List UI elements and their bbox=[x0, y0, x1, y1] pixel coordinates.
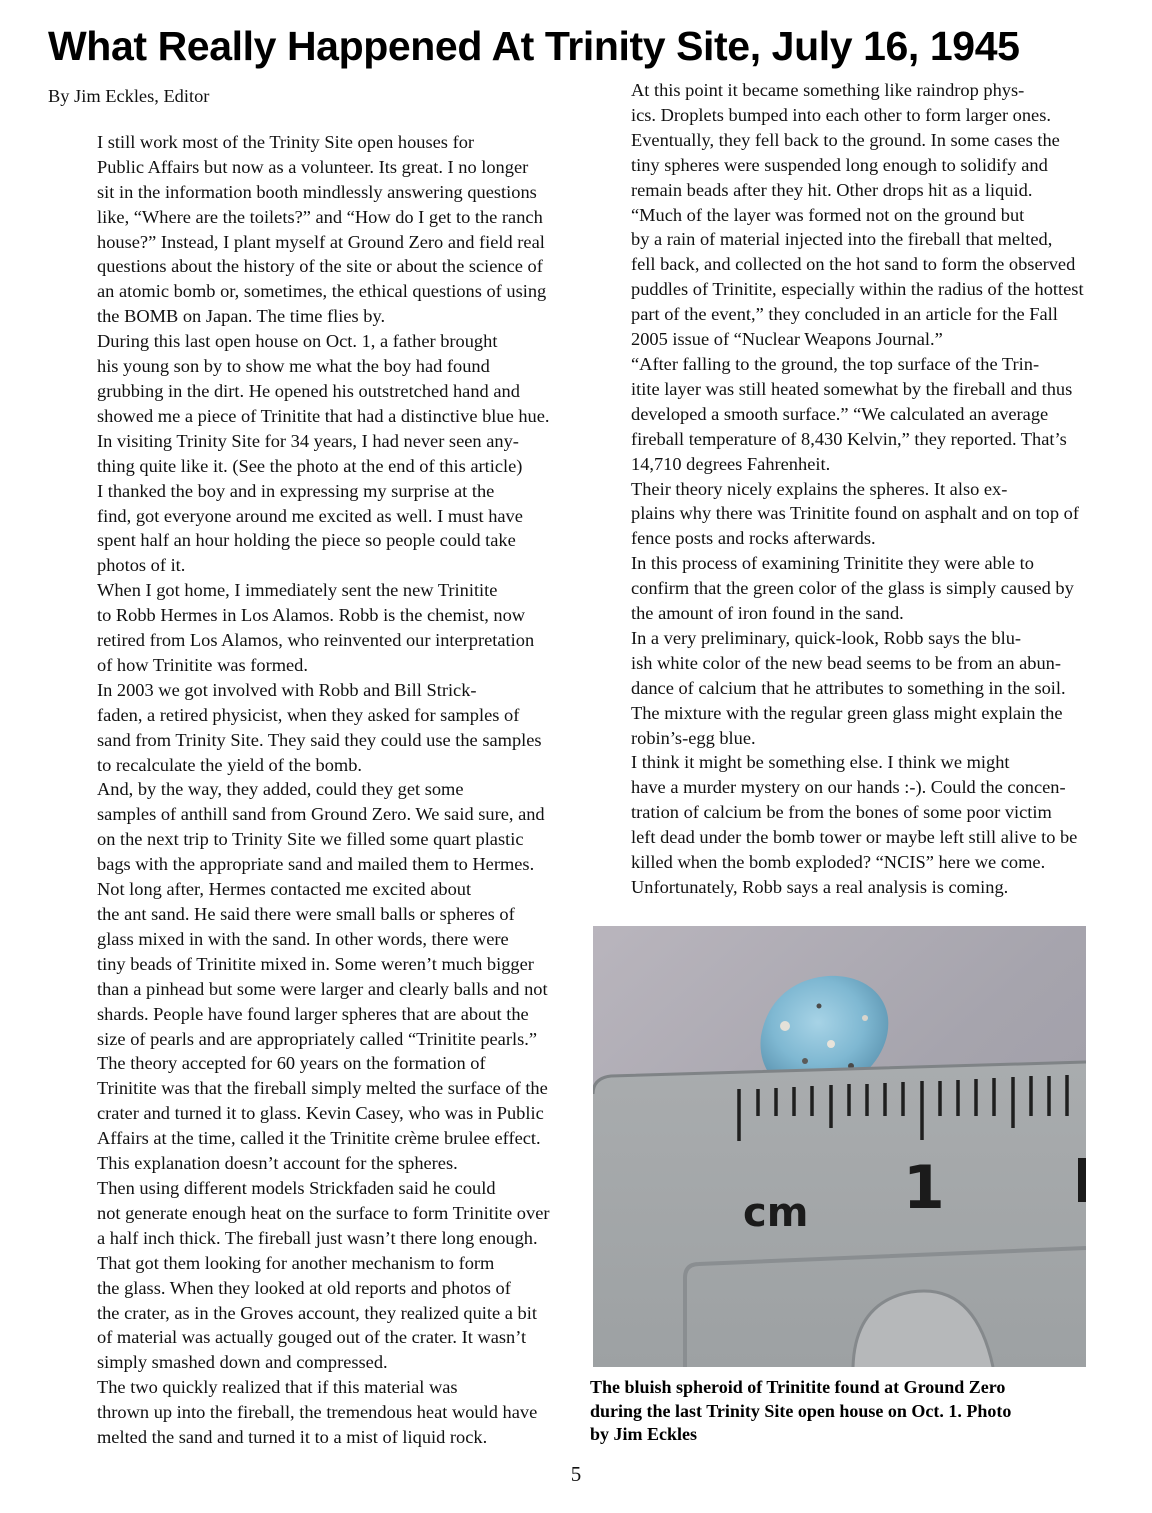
paragraph bbox=[48, 1251, 564, 1376]
text-line: 14,710 degrees Fahrenheit. bbox=[631, 453, 831, 474]
text-line: In this process of examining Trinitite they were able to bbox=[631, 553, 1034, 574]
paragraph bbox=[48, 1151, 564, 1176]
text-line: fireball temperature of 8,430 Kelvin,” they reported. That’s bbox=[631, 428, 1067, 449]
text-line: house?” Instead, I plant myself at Ground Zero and field real bbox=[97, 231, 545, 252]
text-line: shards. People have found larger spheres that are about the bbox=[97, 1003, 529, 1024]
text-line: Their theory nicely explains the spheres. It also ex- bbox=[631, 478, 1008, 499]
text-line: In visiting Trinity Site for 34 years, I had never seen any- bbox=[97, 430, 519, 451]
text-line: And, by the way, they added, could they get some bbox=[97, 779, 464, 800]
text-line: left dead under the bomb tower or maybe left still alive to be bbox=[631, 827, 1078, 848]
right-column bbox=[582, 78, 1104, 900]
text-line: The two quickly realized that if this material was bbox=[97, 1377, 458, 1398]
text-line: In a very preliminary, quick-look, Robb says the blu- bbox=[631, 627, 1022, 648]
ruler-number: 1 bbox=[903, 1153, 945, 1223]
text-line: Eventually, they fell back to the ground. In some cases the bbox=[631, 129, 1060, 150]
paragraph bbox=[582, 477, 1104, 552]
article-title: What Really Happened At Trinity Site, July 16, 1945 bbox=[48, 23, 1020, 69]
text-line: Then using different models Strickfaden said he could bbox=[97, 1177, 496, 1198]
text-line: have a murder mystery on our hands :-). Could the concen- bbox=[631, 777, 1066, 798]
text-line: showed me a piece of Trinitite that had a distinctive blue hue. bbox=[97, 405, 550, 426]
text-line: 2005 issue of “Nuclear Weapons Journal.” bbox=[631, 329, 943, 350]
text-line: simply smashed down and compressed. bbox=[97, 1352, 388, 1373]
text-line: ics. Droplets bumped into each other to form larger ones. bbox=[631, 104, 1051, 125]
text-line: grubbing in the dirt. He opened his outstretched hand and bbox=[97, 380, 520, 401]
text-line: plains why there was Trinitite found on asphalt and on top of bbox=[631, 503, 1079, 524]
text-line: tiny spheres were suspended long enough to solidify and bbox=[631, 154, 1048, 175]
text-line: Not long after, Hermes contacted me excited about bbox=[97, 879, 472, 900]
text-line: sit in the information booth mindlessly answering questions bbox=[97, 181, 537, 202]
text-line: questions about the history of the site or about the science of bbox=[97, 256, 543, 277]
text-line: In 2003 we got involved with Robb and Bill Strick- bbox=[97, 679, 477, 700]
paragraph bbox=[48, 1051, 564, 1151]
text-line: not generate enough heat on the surface to form Trinitite over bbox=[97, 1202, 550, 1223]
text-line: glass mixed in with the sand. In other words, there were bbox=[97, 928, 509, 949]
paragraph bbox=[582, 875, 1104, 900]
text-line: Affairs at the time, called it the Trinitite crème brulee effect. bbox=[97, 1128, 541, 1149]
text-line: thing quite like it. (See the photo at the end of this article) bbox=[97, 455, 523, 476]
caption-line: The bluish spheroid of Trinitite found at Ground Zero bbox=[590, 1377, 1006, 1397]
text-line: the glass. When they looked at old reports and photos of bbox=[97, 1277, 511, 1298]
paragraph bbox=[582, 750, 1104, 875]
paragraph bbox=[582, 78, 1104, 203]
paragraph bbox=[582, 352, 1104, 477]
paragraph bbox=[48, 1176, 564, 1251]
text-line: Unfortunately, Robb says a real analysis is coming. bbox=[631, 877, 1009, 897]
text-line: ish white color of the new bead seems to be from an abun- bbox=[631, 652, 1062, 673]
caption-line: by Jim Eckles bbox=[590, 1424, 698, 1444]
text-line: When I got home, I immediately sent the new Trinitite bbox=[97, 580, 498, 601]
text-line: I thanked the boy and in expressing my surprise at the bbox=[97, 480, 495, 501]
text-line: his young son by to show me what the boy had found bbox=[97, 356, 490, 377]
text-line: Public Affairs but now as a volunteer. Its great. I no longer bbox=[97, 156, 529, 177]
photo-caption bbox=[590, 1376, 1090, 1447]
text-line: size of pearls and are appropriately called “Trinitite pearls.” bbox=[97, 1028, 538, 1049]
text-line: I still work most of the Trinity Site open houses for bbox=[97, 131, 475, 152]
text-line: At this point it became something like raindrop phys- bbox=[631, 80, 1025, 100]
paragraph bbox=[48, 578, 564, 678]
paragraph bbox=[48, 678, 564, 778]
right-column-body bbox=[582, 78, 1104, 900]
text-line: remain beads after they hit. Other drops hit as a liquid. bbox=[631, 179, 1033, 200]
ruler-unit-label: cm bbox=[743, 1190, 809, 1236]
text-line: “After falling to the ground, the top surface of the Trin- bbox=[631, 353, 1040, 374]
text-line: a half inch thick. The fireball just wasn’t there long enough. bbox=[97, 1227, 538, 1248]
text-line: bags with the appropriate sand and mailed them to Hermes. bbox=[97, 854, 535, 875]
text-line: part of the event,” they concluded in an article for the Fall bbox=[631, 304, 1058, 325]
text-line: The theory accepted for 60 years on the formation of bbox=[97, 1053, 486, 1074]
paragraph bbox=[582, 203, 1104, 352]
text-line: crater and turned it to glass. Kevin Casey, who was in Public bbox=[97, 1103, 544, 1124]
text-line: faden, a retired physicist, when they asked for samples of bbox=[97, 704, 520, 725]
text-line: retired from Los Alamos, who reinvented our interpretation bbox=[97, 630, 535, 651]
text-line: This explanation doesn’t account for the spheres. bbox=[97, 1153, 458, 1174]
text-line: confirm that the green color of the glass is simply caused by bbox=[631, 578, 1074, 599]
paragraph bbox=[48, 877, 564, 1051]
text-line: the ant sand. He said there were small balls or spheres of bbox=[97, 904, 515, 924]
text-line: dance of calcium that he attributes to something in the soil. bbox=[631, 677, 1066, 698]
text-line: “Much of the layer was formed not on the ground but bbox=[631, 204, 1025, 225]
text-line: Trinitite was that the fireball simply melted the surface of the bbox=[97, 1078, 548, 1099]
page-number: 5 bbox=[570, 1462, 582, 1486]
text-line: During this last open house on Oct. 1, a father brought bbox=[97, 331, 498, 352]
text-line: the crater, as in the Groves account, they realized quite a bit bbox=[97, 1302, 537, 1323]
text-line: find, got everyone around me excited as well. I must have bbox=[97, 505, 523, 526]
paragraph bbox=[48, 479, 564, 579]
text-line: developed a smooth surface.” “We calculated an average bbox=[631, 403, 1049, 424]
text-line: killed when the bomb exploded? “NCIS” here we come. bbox=[631, 852, 1046, 873]
text-line: by a rain of material injected into the fireball that melted, bbox=[631, 229, 1053, 250]
text-line: like, “Where are the toilets?” and “How do I get to the ranch bbox=[97, 206, 543, 227]
paragraph bbox=[582, 626, 1104, 751]
text-line: the amount of iron found in the sand. bbox=[631, 603, 904, 624]
byline: By Jim Eckles, Editor bbox=[48, 86, 210, 106]
text-line: of material was actually gouged out of the crater. It wasn’t bbox=[97, 1327, 527, 1348]
text-line: spent half an hour holding the piece so people could take bbox=[97, 530, 516, 551]
text-line: puddles of Trinitite, especially within the radius of the hottest bbox=[631, 279, 1084, 300]
text-line: samples of anthill sand from Ground Zero. We said sure, and bbox=[97, 804, 545, 825]
text-line: fell back, and collected on the hot sand to form the observed bbox=[631, 254, 1076, 275]
left-column-body bbox=[48, 130, 564, 1450]
text-line: than a pinhead but some were larger and clearly balls and not bbox=[97, 978, 548, 999]
text-line: That got them looking for another mechanism to form bbox=[97, 1252, 495, 1273]
text-line: to Robb Hermes in Los Alamos. Robb is the chemist, now bbox=[97, 605, 526, 626]
text-line: of how Trinitite was formed. bbox=[97, 654, 308, 675]
text-line: itite layer was still heated somewhat by the fireball and thus bbox=[631, 378, 1073, 399]
caption-line: during the last Trinity Site open house on Oct. 1. Photo bbox=[590, 1400, 1012, 1421]
text-line: on the next trip to Trinity Site we filled some quart plastic bbox=[97, 829, 524, 850]
text-line: thrown up into the fireball, the tremendous heat would have bbox=[97, 1402, 538, 1423]
paragraph bbox=[48, 329, 564, 478]
text-line: the BOMB on Japan. The time flies by. bbox=[97, 306, 386, 327]
paragraph bbox=[582, 551, 1104, 626]
paragraph bbox=[48, 1375, 564, 1450]
text-line: sand from Trinity Site. They said they could use the samples bbox=[97, 729, 542, 750]
text-line: tration of calcium be from the bones of some poor victim bbox=[631, 802, 1052, 823]
text-line: tiny beads of Trinitite mixed in. Some weren’t much bigger bbox=[97, 953, 534, 974]
text-line: The mixture with the regular green glass might explain the bbox=[631, 702, 1063, 723]
text-line: melted the sand and turned it to a mist of liquid rock. bbox=[97, 1427, 488, 1448]
text-line: an atomic bomb or, sometimes, the ethical questions of using bbox=[97, 281, 547, 302]
left-column bbox=[48, 84, 564, 1450]
paragraph bbox=[48, 777, 564, 877]
text-line: photos of it. bbox=[97, 555, 186, 576]
paragraph bbox=[48, 130, 564, 329]
text-line: fence posts and rocks afterwards. bbox=[631, 528, 876, 549]
text-line: I think it might be something else. I think we might bbox=[631, 752, 1010, 773]
text-line: to recalculate the yield of the bomb. bbox=[97, 754, 363, 775]
text-line: robin’s-egg blue. bbox=[631, 727, 756, 748]
trinitite-photo bbox=[593, 926, 1086, 1367]
